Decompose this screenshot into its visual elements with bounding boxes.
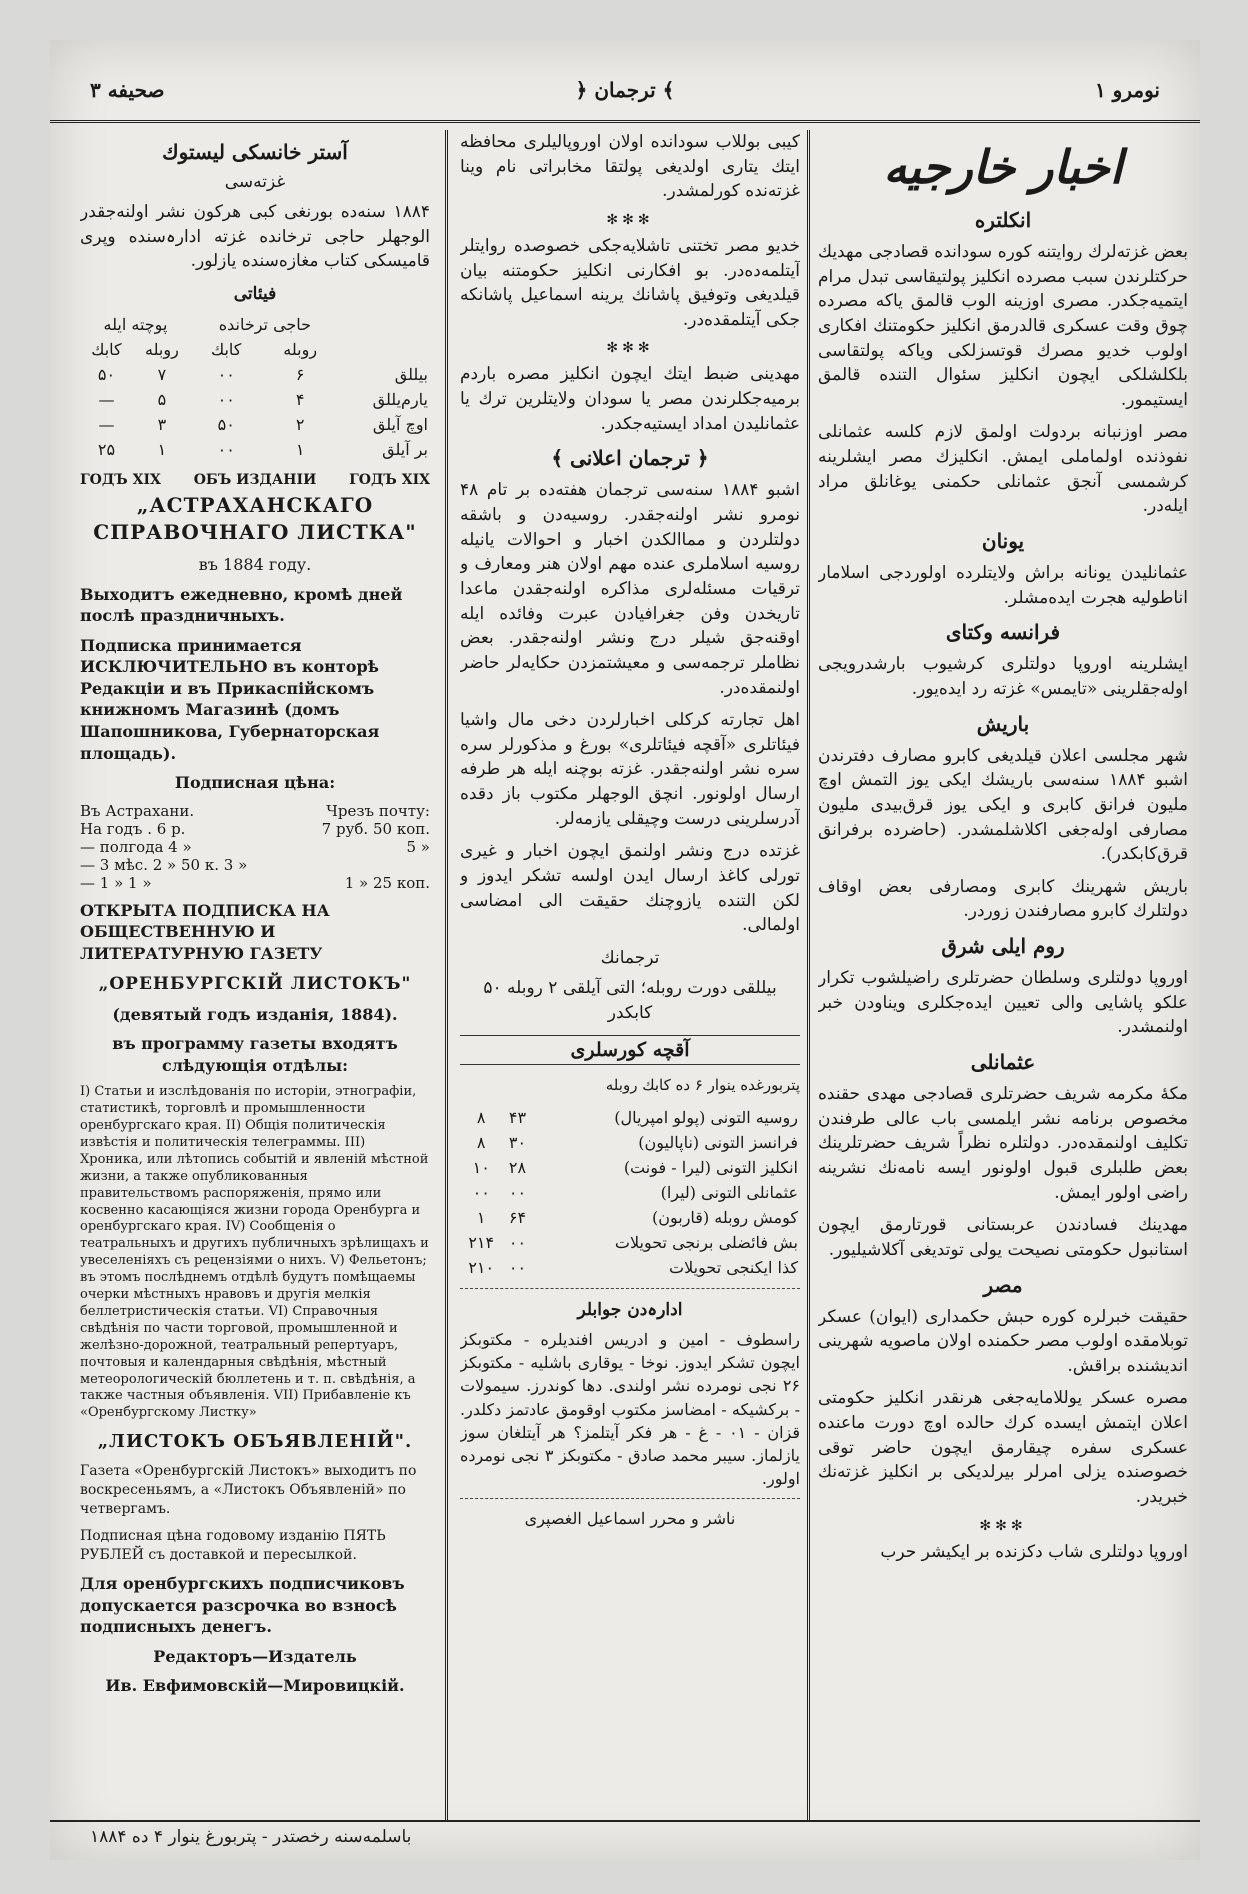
page-number: صحيفه ۳ <box>90 78 165 102</box>
price-post-kopeks: ۵۰ <box>97 364 116 384</box>
section-title-paris: باريش <box>976 711 1030 736</box>
ornament-separator: ✻✻✻ <box>606 211 654 228</box>
exchange-rate-row <box>460 1255 800 1280</box>
article-paragraph: مصر اوزنبانه بردولت اولمق لازم كلسه عثمانلى نفوذنده اولماملى ايمش. انكليزك مصر ايشلرينه كرشمسى آنجق عثمانلى حكمنى يوغانلق مراد ايله‌در. <box>818 422 1188 517</box>
announcement-paragraph: اهل تجارته كركلى اخبارلردن دخى مال واشيا فيئاتلرى «آقچه فيئاتلرى» بورغ و مذكورلر سره سره نشر اولنه‌جقدر. غزته بوچنه ايله هر طرفه ارسال اولونور. انچق الوجهلر مكتوب باز دقده آدرسلرينى درست وچيقلى يازمه‌لر. <box>460 710 800 829</box>
section-title-ottoman: عثمانلى <box>970 1050 1036 1075</box>
year-center: ОБЪ ИЗДАНІИ <box>193 471 317 488</box>
astrakhan-ad-subtitle: غزته‌سى <box>224 172 286 192</box>
price-post-kopeks: ۲۵ <box>97 439 116 459</box>
astrakhan-price-table <box>80 312 430 462</box>
ru-price-head-left: Въ Астрахани. <box>80 801 195 820</box>
issue-number: نومرو ۱ <box>1094 78 1160 102</box>
price-column-header: كابك <box>91 339 122 359</box>
exchange-rate-row <box>460 1230 800 1255</box>
price-post-rubles: ۷ <box>157 364 167 384</box>
section-title-england: انكلتره <box>974 208 1032 232</box>
price-period: بيللق <box>394 364 428 384</box>
ru-price-local: — 3 мѣс. 2 » 50 к. 3 » <box>80 855 248 874</box>
astrakhan-ad-title: آستر خانسكى ليستوك <box>162 140 348 164</box>
price-row <box>80 362 430 387</box>
year-right: ГОДЪ XIX <box>349 471 430 488</box>
rate-kopeks: ۳۰ <box>508 1132 527 1152</box>
listok-name: „ЛИСТОКЪ ОБЪЯВЛЕНІЙ". <box>97 1431 413 1453</box>
rate-rubles: ۰۰ <box>472 1182 490 1202</box>
ru-price-local: На годъ . 6 р. <box>80 819 186 838</box>
exchange-rate-row <box>460 1180 800 1205</box>
ru-price-post: 7 руб. 50 коп. <box>321 819 430 838</box>
page-header <box>50 60 1200 123</box>
article-paragraph: اوروپا دولتلرى شاب دكزنده بر ايكيشر حرب <box>880 1541 1188 1562</box>
ru-editor-name: Ив. Евфимовскій—Мировицкій. <box>105 1676 405 1696</box>
price-row <box>80 437 430 462</box>
column-middle <box>460 130 800 1820</box>
year-left: ГОДЪ XIX <box>80 471 161 488</box>
price-period: بر آيلق <box>382 439 428 459</box>
article-paragraph: مهدينى ضبط ايتك ايچون انكليز مصره باردم برميه‌جكلرندن مصر يا سودان ولايتلرين ترك يا عثمانلیدن امداد ايستيه‌جكدر. <box>460 364 800 434</box>
ru-price-row <box>80 820 430 838</box>
price-post-kopeks: — <box>98 414 115 434</box>
newspaper-page <box>50 40 1200 1860</box>
section-title-greece: يونان <box>981 529 1025 554</box>
year-line <box>80 472 430 488</box>
article-paragraph: باريش شهرينك كابرى ومصارفى بعض اوقاف دولتلرك كابرو مصارفندن زوردر. <box>818 876 1188 922</box>
exchange-rate-row <box>460 1155 800 1180</box>
price-row <box>80 412 430 437</box>
ru-price-local: — 1 » 1 » <box>80 873 152 892</box>
subscription-price: بيللقى دورت روبله؛ التى آيلقى ۲ روبله ۵۰ كابكدر <box>483 977 777 1023</box>
newspaper-title: ﴿ ترجمان ﴾ <box>575 78 675 102</box>
astrakhan-ad-text: ۱۸۸۴ سنه‌ده بورنغى كبى هركون نشر اولنه‌جقدر الوجهلر حاجى ترخانده غزته ادارہ‌سنده وپرى قاميسكى كتاب مغازه‌سنده يازلور. <box>80 202 430 272</box>
rate-name: عثمانلى التونى (ليرا) <box>660 1182 798 1202</box>
censorship-line: باسلمه‌سنه رخصتدر - پتربورغ ينوار ۴ ده ۱۸۸۴ <box>90 1827 412 1847</box>
article-paragraph: حقيقت خبرلره كوره حبش حكمدارى (ايوان) عسكر توبلامقده اولوب مصر حكمنده اولان ماصويه شهرينى اندیشنده براقش. <box>818 1306 1188 1376</box>
orenburg-paper-name: „ОРЕНБУРГСКІЙ ЛИСТОКЪ" <box>98 973 412 994</box>
section-title-egypt: مصر <box>983 1272 1023 1297</box>
rate-kopeks: ۰۰ <box>508 1232 527 1252</box>
price-local-rubles: ۴ <box>295 389 305 409</box>
ru-price-post: 5 » <box>406 837 430 856</box>
price-post-rubles: ۵ <box>157 389 167 409</box>
ru-price-head <box>80 802 430 820</box>
article-paragraph: شهر مجلسى اعلان قيلديغى كابرو مصارف دفترندن اشبو ۱۸۸۴ سنه‌سى باريشك ايكى يوز التمش اوچ مليون فرانق كابرى و ايكى يوز قرق‌بيدى مليون مصارفى اوله‌جغى اكلاشلمشدر. (حاضرده برفرانق قرق‌كابكدر). <box>818 745 1188 865</box>
rate-kopeks: ۴۳ <box>508 1107 527 1127</box>
ornament-separator: ✻✻✻ <box>979 1517 1027 1534</box>
ru-editor-title: Редакторъ—Издатель <box>153 1646 357 1666</box>
column-rule-left <box>445 130 448 1820</box>
rate-name: بش فائضلى برنجى تحويلات <box>614 1232 798 1252</box>
price-period: اوچ آيلق <box>372 414 428 434</box>
exchange-rate-row <box>460 1205 800 1230</box>
section-title-eastern-rumelia: روم ايلى شرق <box>941 934 1065 959</box>
rate-kopeks: ۰۰ <box>508 1182 527 1202</box>
ru-paragraph: Газета «Оренбургскій Листокъ» выходитъ по воскресеньямъ, а «Листокъ Объявленій» по четвергамъ. <box>80 1463 417 1518</box>
exchange-rate-row <box>460 1105 800 1130</box>
ru-price-row <box>80 838 430 856</box>
rate-kopeks: ۲۸ <box>508 1157 527 1177</box>
price-column-header: روبله <box>283 339 318 359</box>
subscription-title: ترجمانك <box>600 947 660 968</box>
article-paragraph: خديو مصر تختنى تاشلايه‌جكى خصوصده روايتلر آيتلمه‌ده‌در. بو افكارنى انكليز حكومتنه بيان قيلديغى وتوفيق پاشانك يرينه اسماعيل پاشانكه جكى آيتلمقده‌در. <box>460 235 800 330</box>
article-paragraph: عثمانلیدن يونانه براش ولايتلرده اولوردجى اسلامار اناطوليه هجرت ايده‌مشلر. <box>818 563 1188 608</box>
article-paragraph: بعض غزته‌لرك روايتنه كوره سودانده قصادجى مهديك حركتلرندن سبب مصرده انكليز پولتيقاسى تبدل مرام ايتميه‌جكدر. مصرى اوزينه الوب قالمق ياكه مصرده چوق وقت عسكرى قالدرمق انكليز حكومتنك افكارى اولوب خديو مصرك قوتسزلكى وياكه پولتقاسى بلكلشلكى ايچون انكليز سئوال التنده قالمق ايستيمور. <box>818 242 1188 410</box>
astrakhan-year: въ 1884 году. <box>198 554 312 574</box>
ru-paragraph: Выходитъ ежедневно, кромѣ дней послѣ праздничныхъ. <box>80 584 403 626</box>
rate-rubles: ۱ <box>476 1207 486 1227</box>
rate-name: كومش روبله (قاربون) <box>651 1207 798 1227</box>
section-masthead: اخبار خارجيه <box>883 140 1123 194</box>
rate-rubles: ۲۱۰ <box>468 1257 495 1277</box>
replies-text: راسطوف - امين و ادريس افنديلره - مكتوبكز ايچون تشكر ايدوز. نوخا - يوقارى باشليه - مكتوبكز ۲۶ نجى نومرده نشر اولندى. دها كوندرز. سيمولات - بركشيكه - امضاسز مكتوب اوقومق عادتمز دكلدر. قزان - ۰۱ - غ - هر فكر آيتلمز؟ هر آيتلغان سوز يازلماز. سيبر محمد صادق - مكتوبكز ۳ نجى نومرده اولور. <box>460 1329 800 1489</box>
price-row <box>80 387 430 412</box>
rate-rubles: ۱۰ <box>472 1157 490 1177</box>
article-paragraph: مكهٔ مكرمه شريف حضرتلرى قصادجى مهدى حقنده مخصوص برنامه نشر ايلمسى باب عالى طرفندن تكليف اولنمقده‌در. دولتلره نظراً شريف حضرتلرينك بعض طلبلرى قبول اولونور ايسه نامه‌نك نشرينه راضى اولور ايمش. <box>818 1084 1188 1203</box>
price-column-header: روبله <box>145 339 179 359</box>
price-head-post: پوچته ايله <box>103 314 168 334</box>
ru-price-rows <box>80 820 430 892</box>
orenburg-year: (девятый годъ изданія, 1884). <box>112 1004 398 1024</box>
article-paragraph: كيبى بوللاب سودانده اولان اوروپاليلرى محافظه ايتك يتارى اولديغى پولتقا مخابراتى نام وينا غزته‌نده كورلمشدر. <box>460 132 800 202</box>
article-paragraph: ايشلرينه اوروپا دولتلرى كرشيوب بارشدرويجى اوله‌جقلرينى «تايمس» غزته رد ايده‌يور. <box>818 654 1188 699</box>
rate-name: فرانسز التونى (ناپالیون) <box>638 1132 798 1152</box>
announcement-title: ﴿ ترجمان اعلانى ﴾ <box>551 446 709 471</box>
publisher-line: ناشر و محرر اسماعيل الغصپرى <box>524 1509 736 1529</box>
price-local-kopeks: ۰۰ <box>217 364 235 384</box>
ru-price-row <box>80 874 430 892</box>
ru-price-local: — полгода 4 » <box>80 837 192 856</box>
rate-kopeks: ۶۴ <box>508 1207 527 1227</box>
article-paragraph: اوروپا دولتلرى وسلطان حضرتلرى راضيلشوب تكرار علكو پاشايى والى تعيين ايده‌جكلرى ويناودن خبر اولنمشدر. <box>818 968 1188 1038</box>
rate-name: كذا ايكنجى تحويلات <box>669 1257 798 1277</box>
price-post-rubles: ۳ <box>157 414 167 434</box>
exchange-rate-row <box>460 1130 800 1155</box>
divider <box>460 1288 800 1289</box>
ru-paragraph: Подписная цѣна годовому изданію ПЯТЬ РУБЛЕЙ съ доставкой и пересылкой. <box>80 1528 386 1564</box>
price-local-kopeks: ۰۰ <box>217 439 235 459</box>
article-paragraph: مهدينك فسادندن عربستانى قورتارمق ايچون استانبول حكومتى نصيحت يولى توتديغى آكلاشيليور. <box>818 1215 1188 1260</box>
section-title-france-china: فرانسه وكتاى <box>945 620 1061 645</box>
price-local-kopeks: ۰۰ <box>217 389 235 409</box>
price-head-local: حاجى ترخانده <box>218 314 312 334</box>
ru-price-post: 1 » 25 коп. <box>344 873 430 892</box>
rate-kopeks: ۰۰ <box>508 1257 527 1277</box>
price-local-rubles: ۱ <box>295 439 305 459</box>
rate-name: انكليز التونى (ليرا - فونت) <box>623 1157 798 1177</box>
rate-rubles: ۸ <box>476 1132 486 1152</box>
rate-name: روسيه التونى (پولو امپريال) <box>614 1107 798 1127</box>
price-post-rubles: ۱ <box>157 439 167 459</box>
ru-paragraph: Для оренбургскихъ подписчиковъ допускается разсрочка во взносѣ подписныхъ денегъ. <box>80 1573 405 1637</box>
price-post-kopeks: — <box>98 389 115 409</box>
price-title: فيئاتى <box>233 283 277 304</box>
price-period: يارم‌يللق <box>372 389 428 409</box>
ru-price-row <box>80 856 430 874</box>
price-local-rubles: ۲ <box>295 414 305 434</box>
price-local-rubles: ۶ <box>295 364 305 384</box>
divider <box>460 1498 800 1499</box>
ru-price-head-right: Чрезъ почту: <box>326 801 430 820</box>
replies-title: ادارہ‌دن جوابلر <box>577 1299 683 1320</box>
price-column-header: كابك <box>210 339 242 359</box>
ru-open-subscription: ОТКРЫТА ПОДПИСКА НА ОБЩЕСТВЕННУЮ И ЛИТЕРАТУРНУЮ ГАЗЕТУ <box>80 900 330 964</box>
rate-rubles: ۲۱۴ <box>468 1232 495 1252</box>
ru-paragraph: Подписка принимается ИСКЛЮЧИТЕЛЬНО въ конторѣ Редакціи и въ Прикаспійскомъ книжномъ Магазинѣ (домъ Шапошникова, Губернаторская площадь). <box>80 635 380 763</box>
ru-price-title: Подписная цѣна: <box>174 773 336 793</box>
column-advertisements <box>80 130 430 1820</box>
ornament-separator: ✻✻✻ <box>606 340 654 357</box>
page-footer <box>50 1820 1200 1852</box>
column-rule-right <box>807 130 810 1820</box>
rate-rubles: ۸ <box>476 1107 486 1127</box>
exchange-rates-subtitle: پتربورغده ينوار ۶ ده كابك روبله <box>605 1076 800 1095</box>
orenburg-program-text: I) Статьи и изслѣдованія по исторіи, этнографіи, статистикѣ, торговлѣ и промышленности оренбургскаго края. II) Общія политическія извѣстія и политическія телеграммы. III) Хроника, или лѣтопись событій и явленій мѣстной жизни, а также опубликованныя правительствомъ распоряженія, прямо или косвенно касающіяся жизни города Оренбурга и оренбургскаго края. IV) Сообщенія о театральныхъ и другихъ публичныхъ зрѣлищахъ и увеселеніяхъ съ рецензіями о нихъ. V) Фельетонъ; въ этомъ послѣднемъ отдѣлѣ будутъ помѣщаемы очерки мѣстныхъ нравовъ и другія мелкія беллетристическія статьи. VI) Справочныя свѣдѣнія по части торговой, промышленной и желѣзно-дорожной, театральный репертуаръ, почтовыя и календарныя свѣдѣнія, мѣстный метеорологическій бюллетень и т. п. свѣдѣнія, а также частныя объявленія. VII) Прибавленіе къ «Оренбургскому Листку» <box>80 1084 429 1421</box>
announcement-paragraph: غزتده درج ونشر اولنمق ايچون اخبار و غيرى تورلى كاغذ ارسال ايدن اولسه تشكر ايدوز و لكن التنده يازوچنك حقيقت الى امضاسى اولمالى. <box>460 841 800 936</box>
exchange-rates-title: آقچه كورسلرى <box>460 1035 800 1065</box>
column-foreign-news <box>818 130 1188 1820</box>
orenburg-program: въ программу газеты входятъ слѣдующія отдѣлы: <box>112 1034 398 1075</box>
russian-ads <box>80 472 430 1697</box>
price-local-kopeks: ۵۰ <box>217 414 235 434</box>
announcement-paragraph: اشبو ۱۸۸۴ سنه‌سى ترجمان هفته‌ده بر تام ۴۸ نومرو نشر اولنه‌جقدر. روسيه‌دن و باشقه دولتلردن و مماالكدن اخبار و احوالات يانيله روسيه اسلاملرى عنده مهم اولان هنر ومعارف و ترقيات مسئله‌لرى مذاكره اولنه‌جقدن ماعدا تاريخدن وفن جغرافيادن عبرت وفائده ايله اوقنه‌جق شيلر درج ونشر اولنه‌جقدر. بعض نظاملر ترجمه‌سى و معيشتمزدن حكايه‌لر حاضر اولنمقده‌در. <box>460 480 800 698</box>
article-paragraph: مصره عسكر يوللامايه‌جغى هرنقدر انكليز حكومتى اعلان ايتمش ايسده كرك حالده اوچ دورت ماعنده عسكرى سفره چيقارمق ايچون حاضر توقى خصوصنده يزلى امرلر بيرلديكى بر انكليز غزته‌نك خبريدر. <box>818 1388 1188 1507</box>
exchange-rates-table <box>460 1105 800 1280</box>
astrakhan-paper-name: „АСТРАХАНСКАГО СПРАВОЧНАГО ЛИСТКА" <box>93 492 417 544</box>
